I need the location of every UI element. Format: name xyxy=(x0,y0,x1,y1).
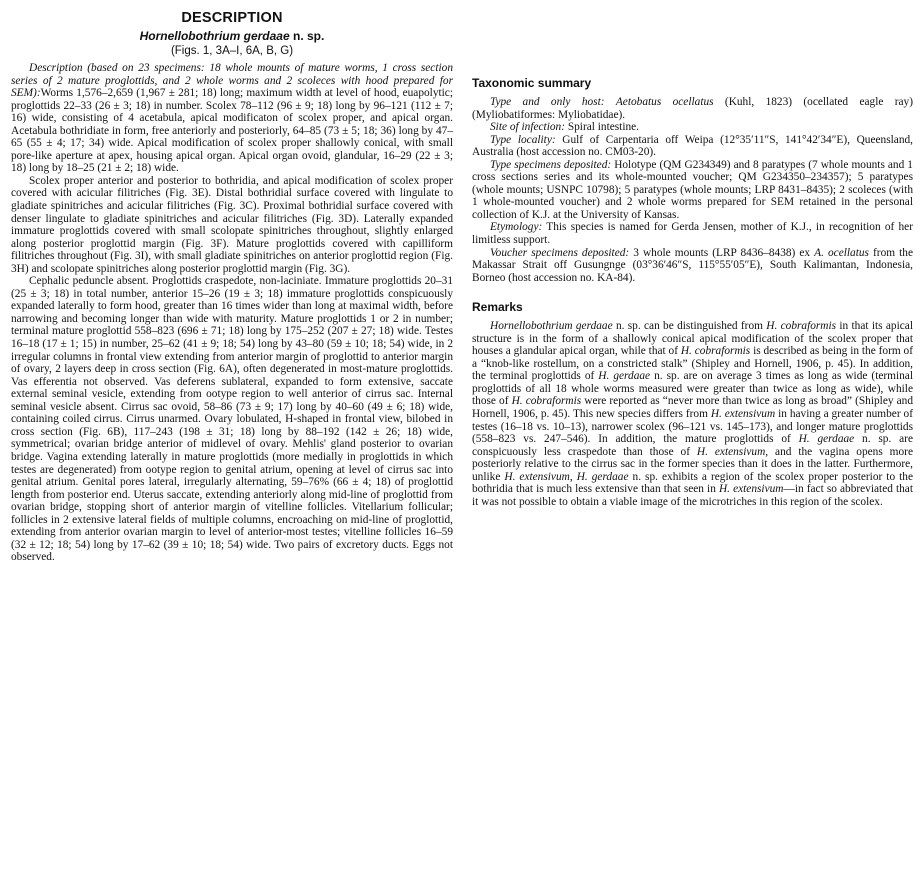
remarks-text: in that its apical structure is in the form of a shallowly conical apical modification of the scolex proper that houses a glandular apical organ, while that of xyxy=(472,320,913,358)
species-suffix: n. sp. xyxy=(289,29,325,43)
locality-label: Type locality: xyxy=(490,133,556,146)
remarks-taxon: H. extensivum xyxy=(710,408,776,421)
description-paragraph-1 xyxy=(11,62,453,175)
remarks-text: in having a greater number of testes (16–18 vs. 10–13), narrower scolex (96–121 vs. 145–173), and longer mature proglottids (558–823 vs. 247–546). In addition, the mature proglottids of xyxy=(472,408,913,446)
site-entry xyxy=(472,121,913,134)
remarks-paragraph xyxy=(472,320,913,508)
remarks-text: n. sp. exhibits a region of the scolex proper posterior to the bothridia that is much less extensive than that seen in xyxy=(472,470,913,496)
voucher-label: Voucher specimens deposited: xyxy=(490,246,630,259)
remarks-text: were reported as “never more than twice as long as broad” (Shipley and Hornell, 1906, p. 45). This new species differs from xyxy=(472,395,913,421)
deposit-text: Holotype (QM G234349) and 8 paratypes (7 whole mounts and 1 cross sections series and its whole-mounted voucher; QM G234350–234357); 5 paratypes (whole mounts; USNPC 10798); 5 paratypes (whole mounts; LRP 8431–8435); 2 scoleces (with 1 whole-mounted voucher) and 2 whole worms prepared for SEM retained in the personal collection of K.J. at the University of Kansas. xyxy=(472,158,913,221)
remarks-taxon: H. cobraformis xyxy=(680,345,751,358)
description-paragraph-3: Cephalic peduncle absent. Proglottids craspedote, non-laciniate. Immature proglottids 20–31 (25 ± 3; 18) in total number, anterior 15–26 (19 ± 3; 18) immature proglottids conspicuously expanded laterally to form hood, greater than 16 times wider than long at maximal width, before narrowing and becoming longer than wide with maturity. Mature proglottids 1 or 2 in number; terminal mature proglottid 558–823 (696 ± 71; 18) long by 175–252 (207 ± 27; 18) wide. Testes 16–18 (17 ± 1; 15) in number, 25–62 (41 ± 9; 18; 54) long by 43–80 (59 ± 10; 18; 54) wide, in 2 irregular columns in frontal view extending from anterior margin of proglottid to anterior margin of ovary, 2 layers deep in cross section (Fig. 6A), often degenerated in most-mature proglottids. Vas efferentia not observed. Vas deferens sublateral, expanded to form extensive, saccate external seminal vesicle, extending from ootype region to well anterior of cirrus sac. Internal seminal vesicle absent. Cirrus sac ovoid, 58–86 (73 ± 9; 17) long by 40–60 (49 ± 6; 18) wide, containing coiled cirrus. Cirrus unarmed. Ovary lobulated, H-shaped in frontal view, bilobed in cross section (Fig. 6B), 117–243 (198 ± 31; 18) long by 88–192 (142 ± 26; 18) wide, symmetrical; ovarian bridge anterior of midlevel of ovary. Mehlis' gland posterior to ovarian bridge. Vagina extending laterally in mature proglottids (more medially in proglottids in which testes are degenerated) from ootype region to genital atrium, opening at level of cirrus sac into genital atrium. Genital pores lateral, irregularly alternating, 59–76% (66 ± 4; 18) of proglottid length from posterior end. Uterus saccate, extending anteriorly along mid-line of proglottid from ovarian bridge, stopping short of anterior margin of vitelline follicles. Vitellarium follicular; follicles in 2 extensive lateral fields of multiple columns, encroaching on mid-line of proglottid, extending from anterior ovarian margin to level of anterior-most testes; vitelline follicles 16–59 (32 ± 12; 18; 54) long by 17–62 (39 ± 10; 18; 54) wide. Two pairs of excretory ducts. Eggs not observed. xyxy=(11,275,453,564)
remarks-text: n. sp. are on average 3 times as long as wide (terminal proglottids of all 18 whole worms measured were greater than twice as long as wide), while those of xyxy=(472,370,913,408)
remarks-text: n. sp. can be distinguished from xyxy=(612,320,767,333)
section-title: DESCRIPTION xyxy=(181,10,283,26)
host-label: Type and only host: xyxy=(490,96,605,108)
locality-text: Gulf of Carpentaria off Weipa (12°35′11″S, 141°42′34″E), Queensland, Australia (host accession no. CM03-20). xyxy=(472,133,913,159)
etymology-label: Etymology: xyxy=(490,221,543,234)
voucher-host: A. ocellatus xyxy=(814,246,869,259)
site-text: Spiral intestine. xyxy=(564,121,640,134)
species-title xyxy=(11,28,453,44)
site-label: Site of infection: xyxy=(490,121,565,134)
figure-reference: (Figs. 1, 3A–I, 6A, B, G) xyxy=(170,45,294,57)
left-column xyxy=(11,8,453,564)
remarks-text: , xyxy=(569,470,577,483)
remarks-taxon: H. extensivum xyxy=(504,470,570,483)
remarks-taxon: H. gerdaae xyxy=(598,370,651,383)
description-intro: Description (based on 23 specimens: 18 whole mounts of mature worms, 1 cross section series of 2 mature proglottids, and 2 whole worms and 2 scoleces with hood prepared for SEM): xyxy=(11,62,453,100)
taxonomic-summary xyxy=(472,96,913,284)
remarks-taxon: H. extensivum, xyxy=(696,445,769,458)
remarks-heading: Remarks xyxy=(472,300,523,315)
right-column xyxy=(472,76,913,508)
deposit-entry xyxy=(472,159,913,222)
voucher-text-a: 3 whole mounts (LRP 8436–8438) ex xyxy=(629,246,815,259)
remarks-taxon: H. extensivum xyxy=(718,483,784,496)
host-entry xyxy=(472,96,913,121)
title-block xyxy=(11,8,453,59)
remarks-taxon: H. cobraformis xyxy=(766,320,837,333)
host-text: (Kuhl, 1823) (ocellated eagle ray) (Myliobatiformes: Myliobatidae). xyxy=(472,96,914,121)
remarks-taxon: Hornellobothrium gerdaae xyxy=(490,320,613,333)
voucher-text-b: from the Makassar Strait off Gusungnge (03°36′46″S, 115°55′05″E), South Kalimantan, Indonesia, Borneo (host accession no. KA-84). xyxy=(472,246,913,284)
taxonomic-summary-heading: Taxonomic summary xyxy=(472,76,592,90)
description-paragraph-2: Scolex proper anterior and posterior to bothridia, and apical modification of scolex proper covered with acicular filitriches (Fig. 3E). Distal bothridial surface covered with lingulate to gladiate spinitriches and acicular filitriches (Fig. 3C). Proximal bothridial surface covered with denser lingulate to gladiate spinitriches and acicular filitriches (Fig. 3D). Laterally expanded immature proglottids covered with small scolopate spinitriches throughout, slightly enlarged along posterior proglottid margin (Fig. 3F). Mature proglottids covered with capilliform filitriches throughout (Fig. 3I), with small gladiate spinitriches on anterior proglottid region (Fig. 3H) and scolopate spinitriches along posterior proglottid margin (Fig. 3G). xyxy=(11,174,453,275)
remarks-taxon: H. gerdaae xyxy=(576,470,629,483)
remarks-text: and the vagina opens more posteriorly relative to the cirrus sac in the former species than it does in the latter. Furthermore, unlike xyxy=(472,445,913,483)
locality-entry xyxy=(472,134,913,159)
remarks-text: —in fact so abbreviated that it was not possible to obtain a viable image of the microtriches in this region of the scolex. xyxy=(472,483,913,508)
species-name: Hornellobothrium gerdaae xyxy=(139,29,290,43)
etymology-entry xyxy=(472,221,913,246)
etymology-text: This species is named for Gerda Jensen, mother of K.J., in recognition of her limitless support. xyxy=(472,221,913,247)
voucher-entry xyxy=(472,247,913,285)
deposit-label: Type specimens deposited: xyxy=(490,158,612,171)
host-name: Aetobatus ocellatus xyxy=(615,96,714,108)
remarks-text: n. sp. are conspicuously less craspedote than those of xyxy=(472,433,913,458)
remarks-taxon: H. cobraformis xyxy=(511,395,582,408)
remarks-taxon: H. gerdaae xyxy=(798,433,855,446)
description-body-1: Worms 1,576–2,659 (1,967 ± 281; 18) long; maximum width at level of hood, euapolytic; proglottids 22–33 (26 ± 3; 18) in number. Scolex 78–112 (96 ± 9; 18) long by 96–121 (112 ± 7; 16) wide, consisting of 4 acetabula, apical modificaton of scolex proper, and apical organ. Acetabula bothridiate in form, free anteriorly and posteriorly, 64–85 (73 ± 5; 18; 36) long by 47–65 (55 ± 4; 17; 34) wide. Apical modification of scolex proper shallowly conical, with small pore-like aperture at apex, housing apical organ. Apical organ ovoid, glandular, 16–29 (22 ± 3; 18) long by 18–25 (21 ± 2; 18) wide. xyxy=(11,87,453,175)
remarks-text: is described as being in the form of a “knob-like rostellum, on a constricted stalk” (Shipley and Hornell, 1906, p. 45). In addition, the terminal proglottids of xyxy=(472,345,913,383)
